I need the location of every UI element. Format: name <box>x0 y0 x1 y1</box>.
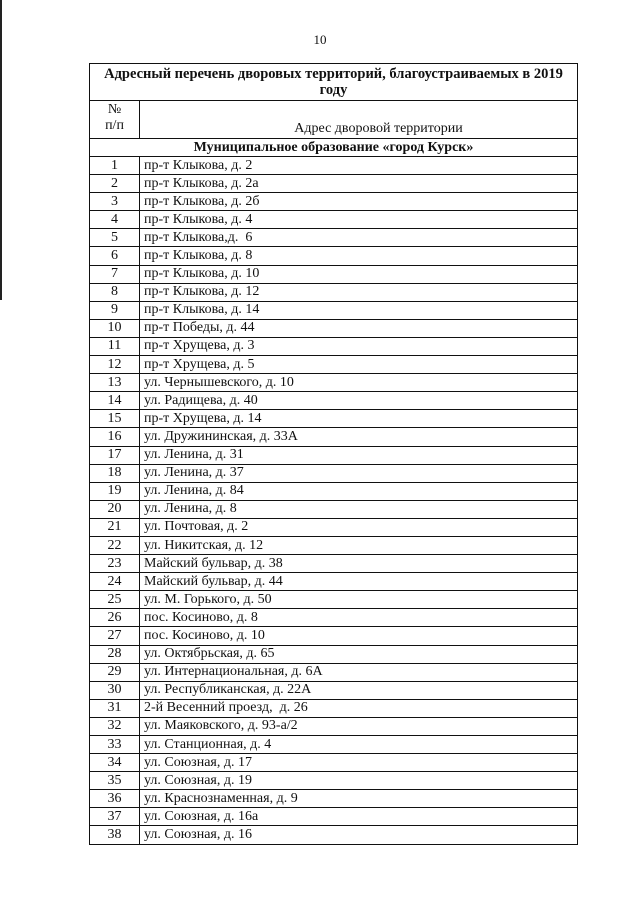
row-number: 4 <box>90 211 140 229</box>
row-number: 16 <box>90 428 140 446</box>
row-number: 37 <box>90 808 140 826</box>
row-address: пр-т Хрущева, д. 14 <box>140 410 578 428</box>
row-number: 30 <box>90 681 140 699</box>
table-row <box>90 573 578 591</box>
section-heading: Муниципальное образование «город Курск» <box>90 139 578 157</box>
table-row <box>90 211 578 229</box>
row-address: ул. Республиканская, д. 22А <box>140 681 578 699</box>
header-address-column <box>140 101 578 139</box>
row-address: ул. Союзная, д. 16 <box>140 826 578 844</box>
table-row <box>90 772 578 790</box>
table-row <box>90 410 578 428</box>
row-number: 5 <box>90 229 140 247</box>
page-number: 10 <box>313 32 327 47</box>
table-row <box>90 645 578 663</box>
row-number: 6 <box>90 247 140 265</box>
row-address: пр-т Клыкова,д. 6 <box>140 229 578 247</box>
row-address: ул. Октябрьская, д. 65 <box>140 645 578 663</box>
row-address: ул. Маяковского, д. 93-а/2 <box>140 717 578 735</box>
row-address: ул. Радищева, д. 40 <box>140 392 578 410</box>
table-row <box>90 392 578 410</box>
row-number: 26 <box>90 609 140 627</box>
table-row <box>90 699 578 717</box>
row-address: ул. Союзная, д. 17 <box>140 754 578 772</box>
row-number: 21 <box>90 518 140 536</box>
table-row <box>90 356 578 374</box>
table-row <box>90 428 578 446</box>
table-row <box>90 374 578 392</box>
row-address: пр-т Клыкова, д. 2б <box>140 193 578 211</box>
table-row <box>90 591 578 609</box>
row-number: 18 <box>90 464 140 482</box>
row-number: 20 <box>90 500 140 518</box>
row-number: 1 <box>90 157 140 175</box>
row-number: 33 <box>90 736 140 754</box>
row-number: 31 <box>90 699 140 717</box>
row-number: 17 <box>90 446 140 464</box>
row-address: ул. Союзная, д. 19 <box>140 772 578 790</box>
table-row <box>90 754 578 772</box>
table-row <box>90 175 578 193</box>
row-number: 22 <box>90 536 140 554</box>
row-address: Майский бульвар, д. 44 <box>140 573 578 591</box>
table-row <box>90 500 578 518</box>
row-address: пр-т Клыкова, д. 10 <box>140 265 578 283</box>
header-number-column <box>90 101 140 139</box>
row-address: пос. Косиново, д. 8 <box>140 609 578 627</box>
row-number: 7 <box>90 265 140 283</box>
table-row <box>90 518 578 536</box>
table-row <box>90 536 578 554</box>
row-address: ул. Интернациональная, д. 6А <box>140 663 578 681</box>
row-number: 35 <box>90 772 140 790</box>
address-table <box>89 63 578 845</box>
table-row <box>90 301 578 319</box>
table-title: Адресный перечень дворовых территорий, благоустраиваемых в 2019 году <box>90 64 578 101</box>
row-address: пр-т Клыкова, д. 12 <box>140 283 578 301</box>
row-address: пр-т Хрущева, д. 3 <box>140 337 578 355</box>
table-row <box>90 247 578 265</box>
row-number: 11 <box>90 337 140 355</box>
row-number: 10 <box>90 319 140 337</box>
table-row <box>90 157 578 175</box>
row-number: 19 <box>90 482 140 500</box>
table-row <box>90 229 578 247</box>
row-number: 23 <box>90 555 140 573</box>
row-number: 29 <box>90 663 140 681</box>
table-row <box>90 663 578 681</box>
row-address: ул. Ленина, д. 8 <box>140 500 578 518</box>
table-row <box>90 265 578 283</box>
row-number: 25 <box>90 591 140 609</box>
table-row <box>90 717 578 735</box>
table-row <box>90 681 578 699</box>
row-number: 15 <box>90 410 140 428</box>
row-address: ул. Краснознаменная, д. 9 <box>140 790 578 808</box>
row-address: пр-т Клыкова, д. 2 <box>140 157 578 175</box>
row-address: ул. Станционная, д. 4 <box>140 736 578 754</box>
header-address-label: Адрес дворовой территории <box>294 121 463 136</box>
table-row <box>90 736 578 754</box>
table-row <box>90 609 578 627</box>
row-number: 28 <box>90 645 140 663</box>
row-address: ул. Дружининская, д. 33А <box>140 428 578 446</box>
row-address: ул. Никитская, д. 12 <box>140 536 578 554</box>
table-row <box>90 482 578 500</box>
row-number: 3 <box>90 193 140 211</box>
table-row <box>90 826 578 844</box>
row-number: 9 <box>90 301 140 319</box>
table-row <box>90 337 578 355</box>
row-address: ул. М. Горького, д. 50 <box>140 591 578 609</box>
header-number-label: № п/п <box>105 102 124 133</box>
table-row <box>90 555 578 573</box>
row-address: пос. Косиново, д. 10 <box>140 627 578 645</box>
row-number: 27 <box>90 627 140 645</box>
row-address: ул. Союзная, д. 16а <box>140 808 578 826</box>
table-row <box>90 464 578 482</box>
table-row <box>90 808 578 826</box>
row-number: 12 <box>90 356 140 374</box>
row-address: ул. Ленина, д. 84 <box>140 482 578 500</box>
row-number: 2 <box>90 175 140 193</box>
row-address: ул. Ленина, д. 37 <box>140 464 578 482</box>
row-number: 14 <box>90 392 140 410</box>
row-address: пр-т Победы, д. 44 <box>140 319 578 337</box>
table-row <box>90 283 578 301</box>
row-number: 38 <box>90 826 140 844</box>
table-row <box>90 319 578 337</box>
table-row <box>90 193 578 211</box>
row-number: 34 <box>90 754 140 772</box>
row-address: Майский бульвар, д. 38 <box>140 555 578 573</box>
row-number: 36 <box>90 790 140 808</box>
row-number: 13 <box>90 374 140 392</box>
row-address: пр-т Клыкова, д. 2а <box>140 175 578 193</box>
table-row <box>90 627 578 645</box>
row-number: 24 <box>90 573 140 591</box>
row-address: пр-т Хрущева, д. 5 <box>140 356 578 374</box>
row-address: 2-й Весенний проезд, д. 26 <box>140 699 578 717</box>
row-address: пр-т Клыкова, д. 14 <box>140 301 578 319</box>
row-address: пр-т Клыкова, д. 4 <box>140 211 578 229</box>
row-address: ул. Ленина, д. 31 <box>140 446 578 464</box>
table-row <box>90 446 578 464</box>
table-row <box>90 790 578 808</box>
row-number: 8 <box>90 283 140 301</box>
row-address: пр-т Клыкова, д. 8 <box>140 247 578 265</box>
row-address: ул. Почтовая, д. 2 <box>140 518 578 536</box>
row-number: 32 <box>90 717 140 735</box>
row-address: ул. Чернышевского, д. 10 <box>140 374 578 392</box>
